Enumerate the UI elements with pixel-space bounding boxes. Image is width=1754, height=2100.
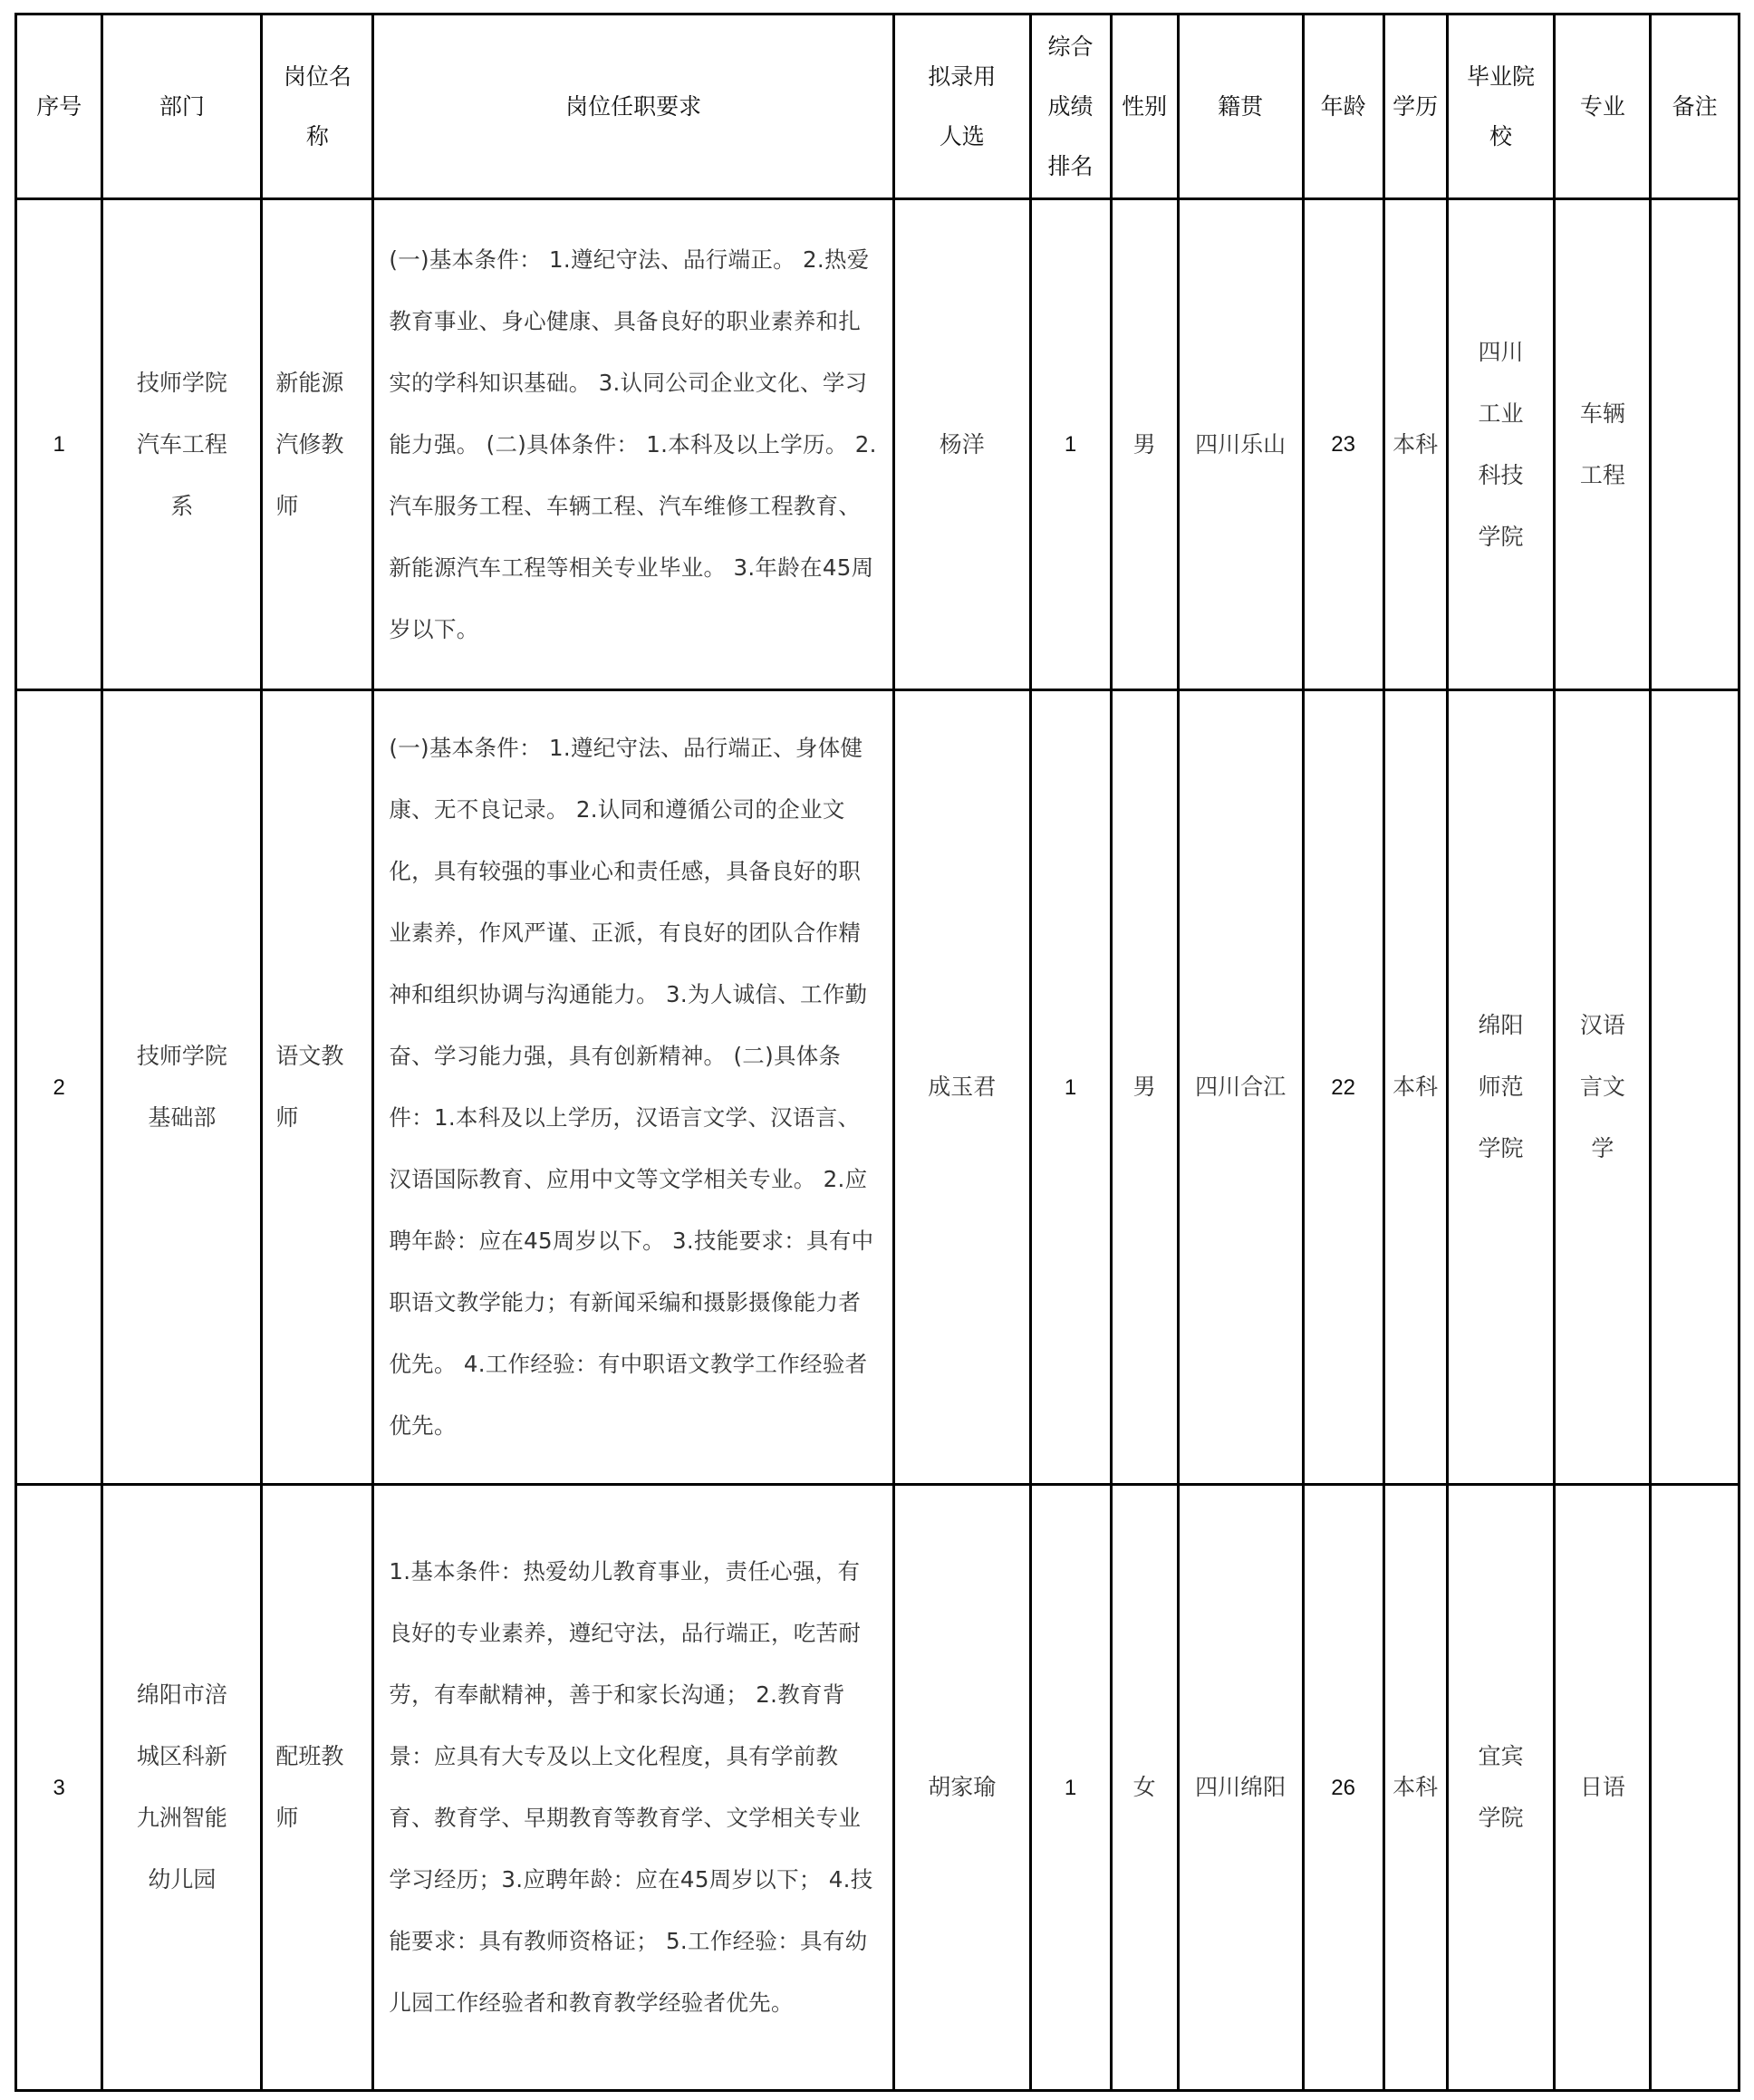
cell-rank: 1 xyxy=(1030,199,1111,690)
table-row xyxy=(16,199,1740,690)
table-row xyxy=(16,1485,1740,2091)
cell-candidate: 杨洋 xyxy=(893,199,1030,690)
header-row xyxy=(16,14,1740,199)
cell-age: 26 xyxy=(1303,1485,1383,2091)
header-education: 学历 xyxy=(1383,14,1447,199)
cell-position: 配班教师 xyxy=(262,1485,373,2091)
cell-education: 本科 xyxy=(1383,690,1447,1485)
cell-age: 22 xyxy=(1303,690,1383,1485)
header-index: 序号 xyxy=(16,14,102,199)
table-row xyxy=(16,690,1740,1485)
cell-school: 四川工业科技学院 xyxy=(1447,199,1555,690)
cell-department: 技师学院汽车工程系 xyxy=(102,199,262,690)
cell-department: 技师学院基础部 xyxy=(102,690,262,1485)
cell-index: 2 xyxy=(16,690,102,1485)
cell-education: 本科 xyxy=(1383,1485,1447,2091)
cell-rank: 1 xyxy=(1030,1485,1111,2091)
cell-candidate: 胡家瑜 xyxy=(893,1485,1030,2091)
cell-school: 宜宾学院 xyxy=(1447,1485,1555,2091)
cell-major: 日语 xyxy=(1555,1485,1651,2091)
cell-origin: 四川绵阳 xyxy=(1178,1485,1303,2091)
cell-origin: 四川乐山 xyxy=(1178,199,1303,690)
header-school: 毕业院校 xyxy=(1447,14,1555,199)
header-age: 年龄 xyxy=(1303,14,1383,199)
header-remarks: 备注 xyxy=(1651,14,1740,199)
cell-age: 23 xyxy=(1303,199,1383,690)
cell-gender: 男 xyxy=(1111,690,1178,1485)
header-rank: 综合成绩排名 xyxy=(1030,14,1111,199)
recruitment-table xyxy=(14,13,1740,2092)
cell-position: 新能源汽修教师 xyxy=(262,199,373,690)
cell-school: 绵阳师范学院 xyxy=(1447,690,1555,1485)
cell-department: 绵阳市涪城区科新九洲智能幼儿园 xyxy=(102,1485,262,2091)
cell-requirements: (一)基本条件： 1.遵纪守法、品行端正。 2.热爱教育事业、身心健康、具备良好的职业素养和扎实的学科知识基础。 3.认同公司企业文化、学习能力强。 (二)具体条件： 1.本科及以上学历。 2.汽车服务工程、车辆工程、汽车维修工程教育、新能源汽车工程等相关专业毕业。 3.年龄在45周岁以下。 xyxy=(373,199,894,690)
cell-candidate: 成玉君 xyxy=(893,690,1030,1485)
cell-origin: 四川合江 xyxy=(1178,690,1303,1485)
cell-gender: 女 xyxy=(1111,1485,1178,2091)
header-gender: 性别 xyxy=(1111,14,1178,199)
cell-remarks xyxy=(1651,690,1740,1485)
cell-requirements: 1.基本条件：热爱幼儿教育事业，责任心强，有良好的专业素养，遵纪守法，品行端正，吃苦耐劳，有奉献精神，善于和家长沟通； 2.教育背景：应具有大专及以上文化程度，具有学前教育、教育学、早期教育等教育学、文学相关专业学习经历；3.应聘年龄：应在45周岁以下； 4.技能要求：具有教师资格证； 5.工作经验：具有幼儿园工作经验者和教育教学经验者优先。 xyxy=(373,1485,894,2091)
header-requirements: 岗位任职要求 xyxy=(373,14,894,199)
cell-index: 1 xyxy=(16,199,102,690)
cell-remarks xyxy=(1651,199,1740,690)
cell-rank: 1 xyxy=(1030,690,1111,1485)
cell-major: 车辆工程 xyxy=(1555,199,1651,690)
header-candidate: 拟录用人选 xyxy=(893,14,1030,199)
cell-gender: 男 xyxy=(1111,199,1178,690)
header-position: 岗位名称 xyxy=(262,14,373,199)
cell-index: 3 xyxy=(16,1485,102,2091)
header-origin: 籍贯 xyxy=(1178,14,1303,199)
cell-education: 本科 xyxy=(1383,199,1447,690)
cell-requirements: (一)基本条件： 1.遵纪守法、品行端正、身体健康、无不良记录。 2.认同和遵循公司的企业文化，具有较强的事业心和责任感，具备良好的职业素养，作风严谨、正派，有良好的团队合作精神和组织协调与沟通能力。 3.为人诚信、工作勤奋、学习能力强，具有创新精神。 (二)具体条件：1.本科及以上学历，汉语言文学、汉语言、汉语国际教育、应用中文等文学相关专业。 2.应聘年龄：应在45周岁以下。 3.技能要求：具有中职语文教学能力；有新闻采编和摄影摄像能力者优先。 4.工作经验：有中职语文教学工作经验者优先。 xyxy=(373,690,894,1485)
header-department: 部门 xyxy=(102,14,262,199)
header-major: 专业 xyxy=(1555,14,1651,199)
cell-position: 语文教师 xyxy=(262,690,373,1485)
cell-major: 汉语言文学 xyxy=(1555,690,1651,1485)
cell-remarks xyxy=(1651,1485,1740,2091)
